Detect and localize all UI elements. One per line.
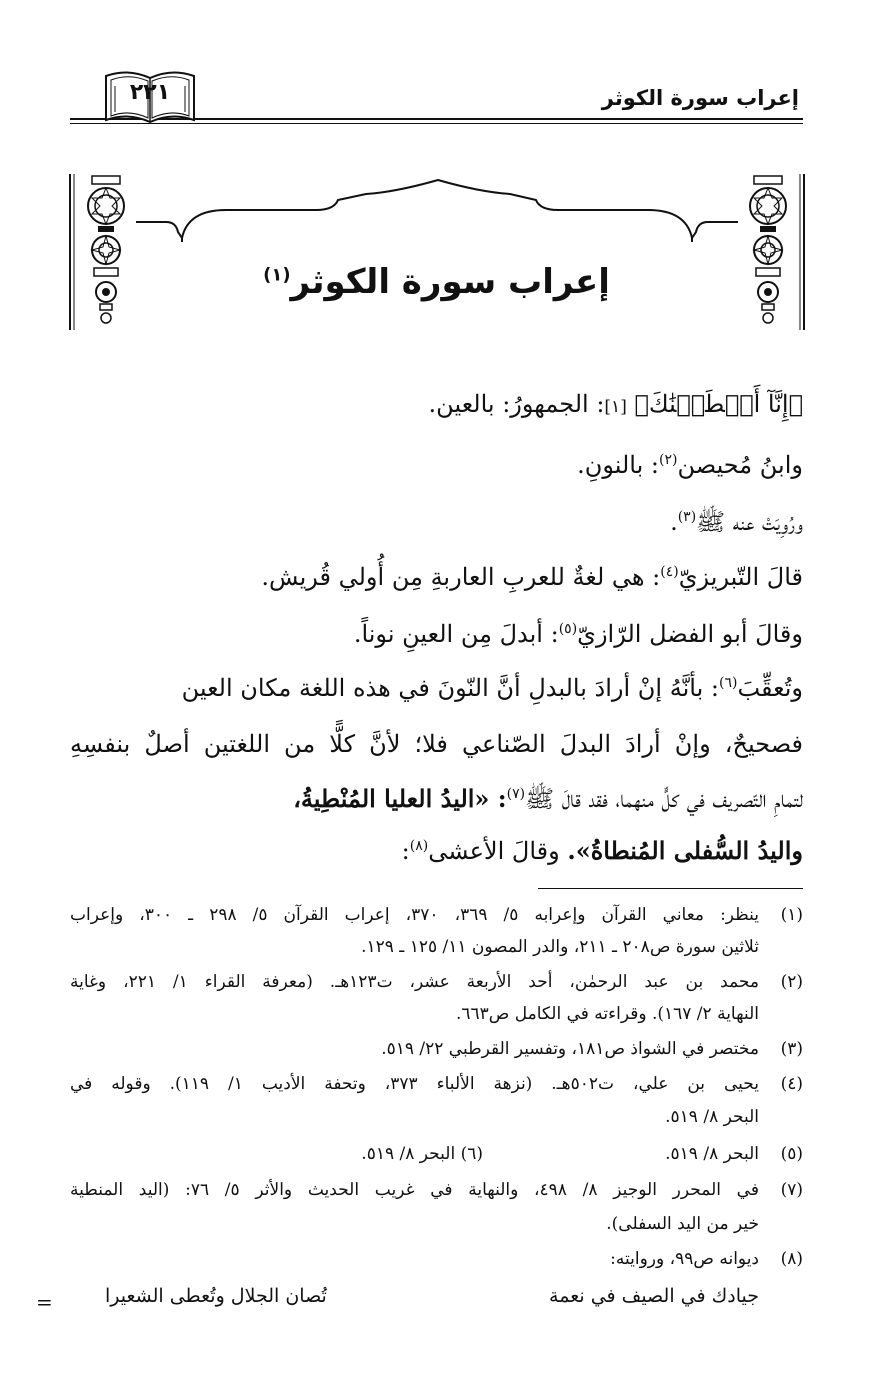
- body-line-4: [261, 563, 803, 591]
- footnote-6: [361, 1144, 483, 1164]
- footnote-number: (٦): [460, 1144, 483, 1164]
- body-line-3: [670, 507, 803, 542]
- poem-hemistich-left: تُصان الجلال وتُعطى الشعيرا: [105, 1285, 327, 1307]
- page-number-badge: [102, 66, 198, 128]
- footnote-number: (٣): [780, 1039, 803, 1059]
- body-text: : بالنونِ.: [577, 451, 660, 479]
- footnote-ref: (٦): [718, 675, 738, 691]
- body-line-6: [182, 674, 803, 702]
- quran-quote: ﴿إِنَّآ أَعۡطَيۡنَٰكَ﴾: [634, 390, 803, 418]
- footnote-number: (٧): [780, 1180, 803, 1200]
- footnote-ref: (٧): [506, 786, 526, 802]
- chapter-title-text: إعراب سورة الكوثر: [290, 262, 610, 302]
- body-line-5: [354, 620, 803, 648]
- footnote-2-cont: النهاية ٢/ ١٦٧). وقراءته في الكامل ص٦٦٣.: [455, 1004, 759, 1024]
- verse-ref: [١]: [604, 397, 627, 417]
- footnote-text: ينظر: معاني القرآن وإعرابه ٥/ ٣٦٩، ٣٧٠، إعراب القرآن ٥/ ٢٩٨ ـ ٣٠٠، وإعراب: [70, 905, 759, 925]
- body-line-9: [402, 836, 803, 865]
- footnote-text: يحيى بن علي، ت٥٠٢هـ. (نزهة الألباء ٣٧٣، وتحفة الأديب ١/ ١١٩). وقوله في: [70, 1074, 759, 1094]
- body-text: وابنُ مُحيصن: [677, 451, 803, 479]
- body-line-1: [429, 390, 803, 418]
- footnote-ref: (٣): [677, 509, 697, 525]
- footnote-text: محمد بن عبد الرحمٰن، أحد الأربعة عشر، ت١٢٣هـ. (معرفة القراء ١/ ٢٢١، وغاية: [70, 972, 759, 992]
- chapter-title: [0, 262, 873, 302]
- body-text: ورُوِيَتْ عنه ﷺ: [696, 508, 803, 536]
- footnote-1-cont: ثلاثين سورة ص٢٠٨ ـ ٢١١، والدر المصون ١١/ ١٢٥ ـ ١٢٩.: [361, 937, 759, 957]
- footnote-text: مختصر في الشواذ ص١٨١، وتفسير القرطبي ٢٢/ ٥١٩.: [381, 1039, 759, 1059]
- footnote-4-cont: البحر ٨/ ٥١٩.: [665, 1107, 759, 1127]
- footnote-text: ديوانه ص٩٩، وروايته:: [610, 1249, 759, 1269]
- page-number: ٢٢١: [129, 80, 171, 105]
- chapter-footnote-mark: (١): [263, 264, 291, 286]
- footnote-text: في المحرر الوجيز ٨/ ٤٩٨، والنهاية في غريب الحديث والأثر ٥/ ٧٦: (اليد المنطية: [70, 1180, 759, 1200]
- footnote-text: البحر ٨/ ٥١٩.: [361, 1144, 456, 1164]
- footnote-ref: (٤): [660, 564, 679, 580]
- body-text: : أبدلَ مِن العينِ نوناً.: [353, 620, 559, 648]
- footnote-number: (٥): [780, 1144, 803, 1164]
- footnote-separator: [538, 888, 803, 889]
- footnote-text: البحر ٨/ ٥١٩.: [665, 1144, 759, 1164]
- body-text: قالَ التّبريزيّ: [678, 563, 803, 591]
- body-text: لتمامِ التّصريف في كلٍّ منهما، فقد قالَ ﷺ: [525, 785, 803, 813]
- body-text: : الجمهورُ: بالعين.: [428, 390, 605, 418]
- footnote-7-cont: خير من اليد السفلى).: [606, 1214, 759, 1234]
- footnote-ref: (٢): [659, 452, 678, 468]
- poem-hemistich-right: جيادك في الصيف في نعمة: [549, 1285, 759, 1307]
- footnote-number: (٢): [780, 972, 803, 992]
- footnote-number: (١): [780, 905, 803, 925]
- body-text: وقالَ أبو الفضل الرّازيّ: [577, 620, 803, 648]
- body-text: :: [401, 837, 410, 865]
- footnote-number: (٨): [780, 1249, 803, 1269]
- footnote-ref: (٨): [409, 838, 429, 854]
- body-text: وتُعقِّبَ: [737, 674, 803, 702]
- body-text: : هي لغةٌ للعربِ العاربةِ مِن أُولي قُريش.: [261, 563, 661, 591]
- body-text: : بأنَّهُ إنْ أرادَ بالبدلِ أنَّ النّونَ في هذه اللغة مكان العين: [181, 674, 719, 702]
- body-line-2: [577, 451, 803, 479]
- hadith-quote: واليدُ السُّفلى المُنطاةُ».: [567, 836, 803, 865]
- running-title: إعراب سورة الكوثر: [601, 86, 799, 110]
- footnote-ref: (٥): [558, 621, 578, 637]
- hadith-quote: : «اليدُ العليا المُنْطِيةُ،: [293, 784, 507, 813]
- body-text: وقالَ الأعشى: [428, 837, 568, 865]
- chapter-ornament-frame: [66, 170, 808, 335]
- body-text: .: [670, 508, 678, 536]
- body-line-7: فصحيحٌ، وإنْ أرادَ البدلَ الصّناعي فلا؛ لأنَّ كلًّا من اللغتين أصلٌ بنفسِهِ: [70, 730, 803, 758]
- body-line-8: [293, 784, 803, 819]
- footnote-number: (٤): [780, 1074, 803, 1094]
- continuation-mark: =: [36, 1290, 53, 1314]
